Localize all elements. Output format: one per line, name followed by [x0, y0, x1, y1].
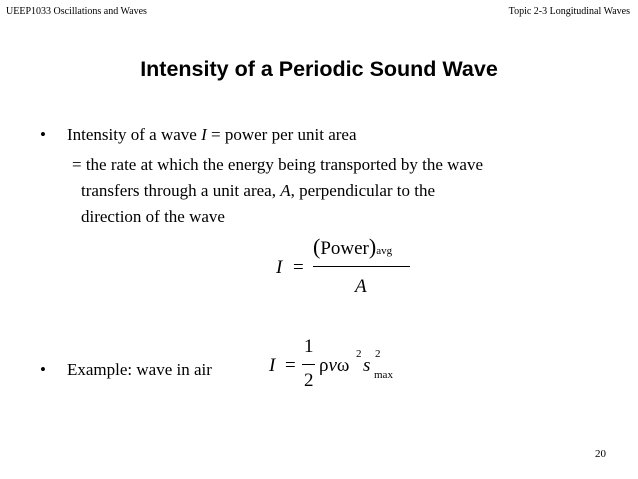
formula1-avg-subscript: avg — [376, 245, 393, 257]
omega-exponent: 2 — [356, 348, 362, 360]
bullet-marker: • — [40, 125, 46, 144]
bullet-example: Example: wave in air — [67, 360, 212, 379]
velocity-symbol: v — [328, 355, 337, 376]
definition-line-2-prefix: transfers through a unit area, — [81, 181, 281, 200]
paren-close: ) — [368, 234, 377, 259]
definition-line-2-suffix: , perpendicular to the — [290, 181, 436, 200]
definition-line-3: direction of the wave — [81, 207, 225, 226]
formula1-lhs: I — [276, 257, 283, 278]
paren-open: ( — [313, 234, 321, 259]
slide-title: Intensity of a Periodic Sound Wave — [140, 57, 498, 81]
formula2-numerator: 1 — [304, 336, 314, 357]
intensity-symbol: I — [201, 125, 207, 144]
formula2-equals: = — [285, 355, 296, 376]
formula2-product — [319, 355, 349, 377]
bullet-intensity-suffix: = power per unit area — [206, 125, 357, 144]
definition-line-1: = the rate at which the energy being transported by the wave — [72, 155, 483, 174]
bullet-marker: • — [40, 360, 46, 379]
formula2-fraction-bar — [302, 364, 315, 365]
formula2-lhs: I — [269, 355, 276, 376]
formula1-numerator — [313, 234, 392, 260]
bullet-intensity — [67, 125, 357, 145]
formula2-denominator: 2 — [304, 370, 314, 391]
displacement-max-subscript: max — [374, 369, 393, 381]
omega-symbol: ω — [336, 355, 350, 376]
formula1-power: Power — [320, 238, 369, 259]
displacement-exponent: 2 — [375, 348, 381, 360]
header-topic: Topic 2-3 Longitudinal Waves — [508, 6, 630, 17]
area-symbol: A — [280, 181, 291, 200]
displacement-symbol: s — [363, 355, 371, 376]
formula1-fraction-bar — [313, 266, 410, 267]
rho-symbol: ρ — [319, 355, 329, 376]
page-number: 20 — [595, 448, 606, 460]
formula1-denominator: A — [355, 276, 367, 297]
header-course: UEEP1033 Oscillations and Waves — [6, 6, 147, 17]
definition-line-2 — [81, 181, 435, 201]
formula1-equals: = — [293, 257, 304, 278]
bullet-intensity-prefix: Intensity of a wave — [67, 125, 202, 144]
